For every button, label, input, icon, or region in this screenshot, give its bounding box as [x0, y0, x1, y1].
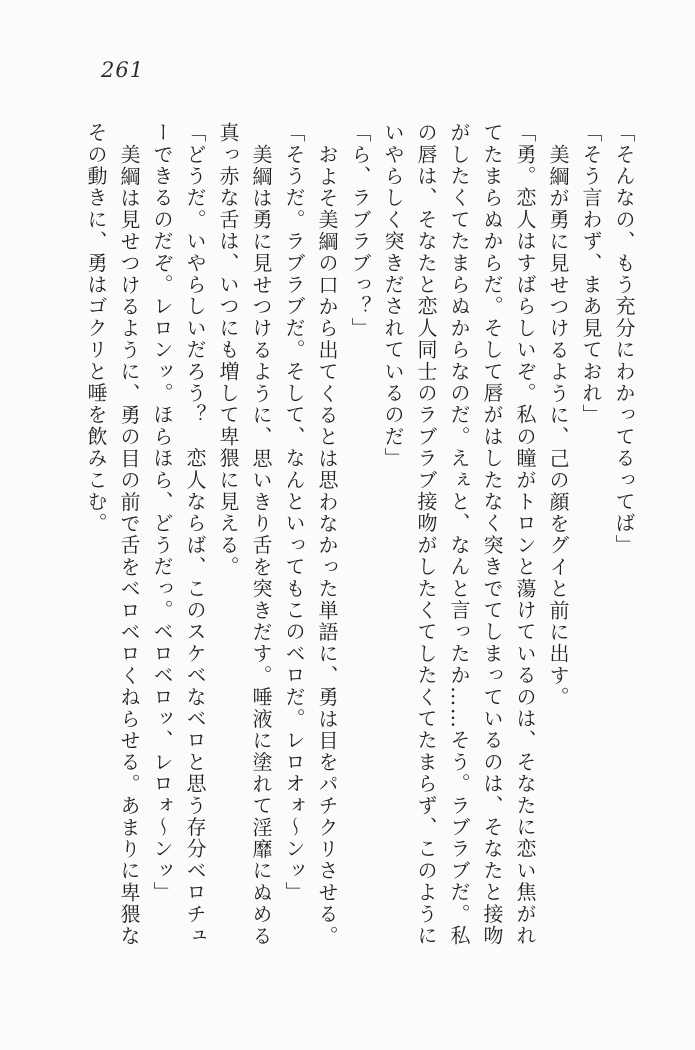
- paragraph-narration: 美綱は見せつけるように、勇の目の前で舌をベロベロくねらせる。あまりに卑猥なその動きに、勇はゴクリと唾を飲みこむ。: [84, 122, 141, 947]
- paragraph-dialogue: 「どうだ。いやらしいだろう？ 恋人ならば、このスケベなベロと思う存分ベロチューできるのだぞ。レロンッ。ほらほら、どうだっ。ベロベロッ、レロォ〜ンッ」: [150, 122, 207, 947]
- paragraph-narration: およそ美綱の口から出てくるとは思わなかった単語に、勇は目をパチクリさせる。: [315, 143, 339, 947]
- text-block: [76, 122, 640, 948]
- paragraph-narration: 美綱が勇に見せつけるように、己の顔をグイと前に出す。: [546, 143, 570, 708]
- paragraph-narration: 美綱は勇に見せつけるように、思いきり舌を突きだす。唾液に塗れて淫靡にぬめる真っ赤な舌は、いつにも増して卑猥に見える。: [216, 122, 273, 947]
- paragraph-dialogue: 「勇。恋人はすばらしいぞ。私の瞳がトロンと蕩けているのは、そなたに恋い焦がれてたまらぬからだ。そして唇がはしたなく突きでてしまっているのは、そなたと接吻がしたくてたまらぬからなのだ。えぇと、なんと言ったか……そう。ラブラブだ。私の唇は、そなたと恋人同士のラブラブ接吻がしたくてしたくてたまらず、このようにいやらしく突きだされているのだ」: [381, 122, 537, 947]
- paragraph-dialogue: 「そんなの、もう充分にわかってるってば」: [612, 122, 636, 556]
- paragraph-dialogue: 「そう言わず、まあ見ておれ」: [579, 122, 603, 426]
- paragraph-dialogue: 「そうだ。ラブラブだ。そして、なんといってもこのベロだ。レロオォ〜ンッ」: [282, 122, 306, 904]
- paragraph-dialogue: 「ら、ラブラブっ？」: [348, 122, 372, 339]
- page-number: 261: [101, 58, 145, 82]
